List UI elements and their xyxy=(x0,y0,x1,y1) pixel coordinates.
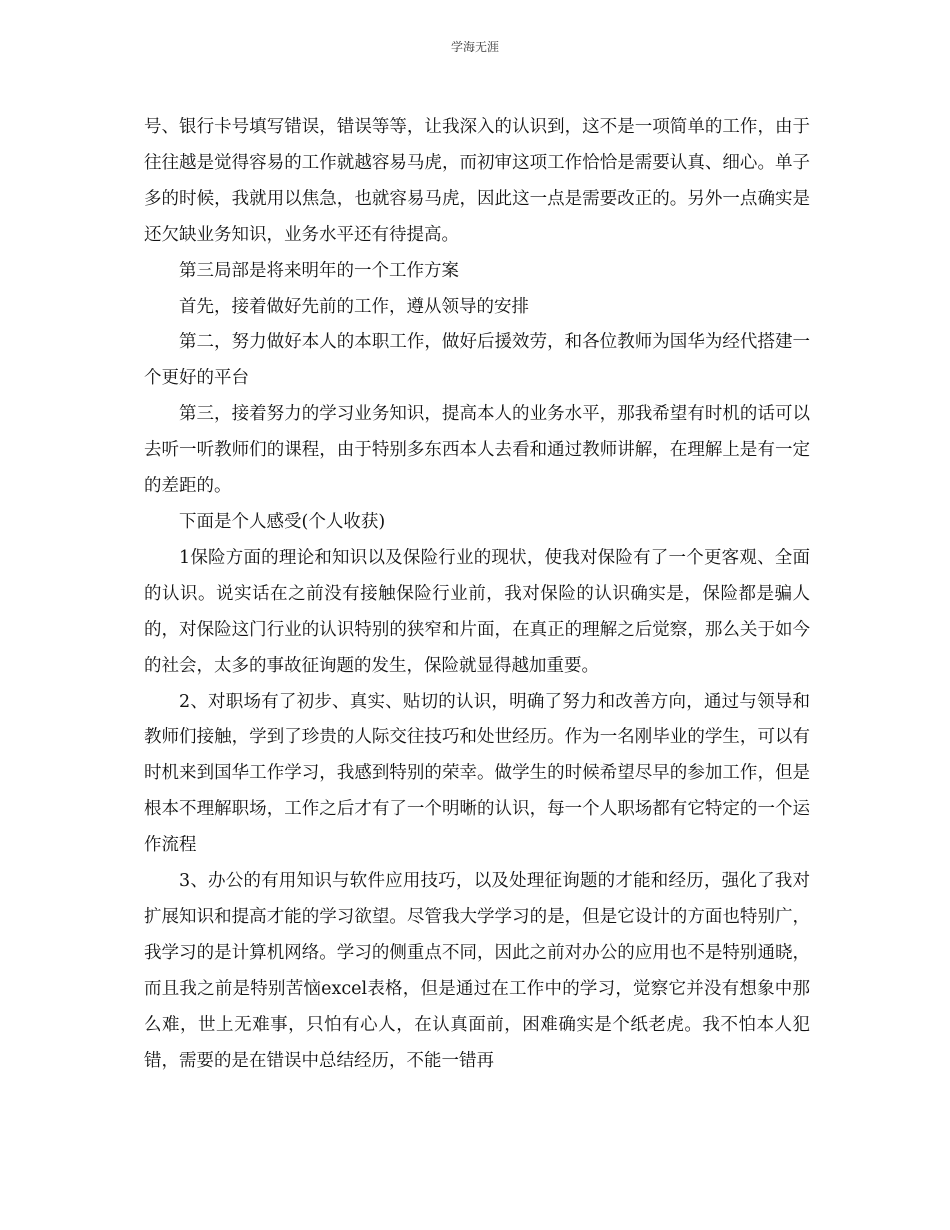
paragraph-gain-one: 1保险方面的理论和知识以及保险行业的现状，使我对保险有了一个更客观、全面的认识。说实话在之前没有接触保险行业前，我对保险的认识确实是，保险都是骗人的，对保险这门行业的认识特别的狭窄和片面，在真正的理解之后觉察，那么关于如今的社会，太多的事故征询题的发生，保险就显得越加重要。 xyxy=(144,547,810,676)
paragraph-plan-second: 第二，努力做好本人的本职工作，做好后援效劳，和各位教师为国华为经代搭建一个更好的平台 xyxy=(144,332,810,389)
paragraph-gain-three: 3、办公的有用知识与软件应用技巧，以及处理征询题的才能和经历，强化了我对扩展知识和提高才能的学习欲望。尽管我大学学习的是，但是它设计的方面也特别广，我学习的是计算机网络。学习的侧重点不同，因此之前对办公的应用也不是特别通晓，而且我之前是特别苦恼excel表格，但是通过在工作中的学习，觉察它并没有想象中那么难，世上无难事，只怕有心人，在认真面前，困难确实是个纸老虎。我不怕本人犯错，需要的是在错误中总结经历，不能一错再 xyxy=(144,871,810,1071)
paragraph-plan-third: 第三，接着努力的学习业务知识，提高本人的业务水平，那我希望有时机的话可以去听一听教师们的课程，由于特别多东西本人去看和通过教师讲解，在理解上是有一定的差距的。 xyxy=(144,404,810,497)
page-header: 学海无涯 xyxy=(450,40,499,54)
paragraph-gain-two: 2、对职场有了初步、真实、贴切的认识，明确了努力和改善方向，通过与领导和教师们接触，学到了珍贵的人际交往技巧和处世经历。作为一名刚毕业的学生，可以有时机来到国华工作学习，我感到特别的荣幸。做学生的时候希望尽早的参加工作，但是根本不理解职场，工作之后才有了一个明晰的认识，每一个人职场都有它特定的一个运作流程 xyxy=(144,691,810,856)
paragraph-continuation: 号、银行卡号填写错误，错误等等，让我深入的认识到，这不是一项简单的工作，由于往往越是觉得容易的工作就越容易马虎，而初审这项工作恰恰是需要认真、细心。单子多的时候，我就用以焦急，也就容易马虎，因此这一点是需要改正的。另外一点确实是还欠缺业务知识，业务水平还有待提高。 xyxy=(144,117,810,245)
paragraph-plan-first: 首先，接着做好先前的工作，遵从领导的安排 xyxy=(179,296,529,317)
paragraph-section-three-heading: 第三局部是将来明年的一个工作方案 xyxy=(179,260,459,281)
document-body xyxy=(144,110,810,1079)
paragraph-feelings-heading: 下面是个人感受(个人收获) xyxy=(179,511,386,532)
